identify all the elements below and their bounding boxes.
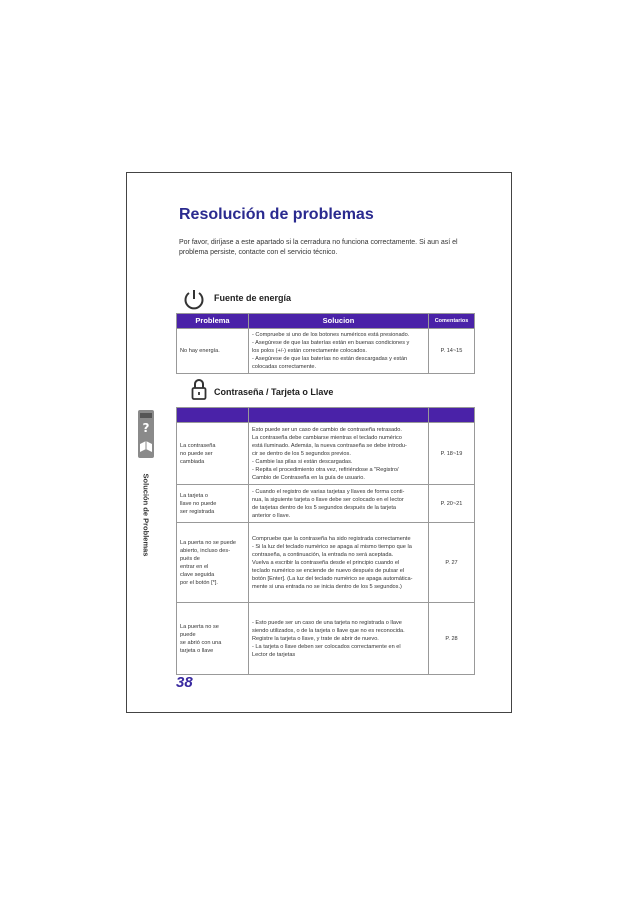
solution-line: botón [Enter]. (La luz del teclado numérico se apaga automática- — [252, 575, 413, 582]
solution-line: - Cuando el registro de varias tarjetas y llaves de forma conti- — [252, 488, 405, 495]
header-empty-problem — [177, 408, 249, 423]
svg-text:?: ? — [142, 421, 150, 435]
password-table — [176, 407, 475, 675]
header-problem: Problema — [177, 314, 249, 329]
solution-cell — [249, 423, 429, 485]
solution-line: Lector de tarjetas — [252, 651, 296, 658]
header-empty-solution — [249, 408, 429, 423]
page-ref-cell: P. 20~21 — [429, 485, 475, 523]
page-ref-cell: P. 14~15 — [429, 329, 475, 374]
table-row — [177, 523, 475, 603]
solution-line: siendo utilizados, o de la tarjeta o llave que no es reconocida. — [252, 627, 405, 634]
solution-cell — [249, 329, 429, 374]
solution-line: colocadas correctamente. — [252, 364, 317, 370]
page-number: 38 — [176, 674, 193, 691]
solution-line: teclado numérico se enciende de nuevo después de pulsar el — [252, 567, 405, 574]
table-row — [177, 423, 475, 485]
solution-line: Cambio de Contraseña en la guía de usuario. — [252, 474, 365, 481]
solution-cell — [249, 523, 429, 603]
padlock-icon — [191, 378, 207, 400]
table-header-row — [177, 314, 475, 329]
solution-line: anterior o llave. — [252, 512, 291, 519]
table-header-row — [177, 408, 475, 423]
solution-line: Compruebe que la contraseña ha sido registrada correctamente — [252, 535, 411, 542]
solution-line: Vuelva a escribir la contraseña desde el principio cuando el — [252, 559, 400, 566]
side-label-text: Solución de Problemas — [141, 473, 151, 557]
header-solution: Solucion — [249, 314, 429, 329]
page-ref-cell: P. 18~19 — [429, 423, 475, 485]
book-help-icon — [138, 410, 154, 458]
table-row — [177, 603, 475, 675]
power-section-title: Fuente de energía — [214, 293, 292, 303]
solution-line: La contraseña debe cambiarse mientras el teclado numérico — [252, 434, 402, 441]
solution-line: - Esto puede ser un caso de una tarjeta no registrada o llave — [252, 619, 402, 626]
solution-line: - Repita el procedimiento otra vez, refiriéndose a "Registro/ — [252, 466, 399, 473]
problem-cell: La tarjeta o llave no puede ser registrada — [177, 485, 249, 523]
solution-line: contraseña, a continuación, la entrada no será aceptada. — [252, 551, 394, 558]
solution-line: Esto puede ser un caso de cambio de contraseña retrasado. — [252, 426, 402, 433]
side-section-label — [138, 465, 154, 565]
solution-line: de tarjetas dentro de los 5 segundos después de la tarjeta — [252, 504, 396, 511]
solution-line: - Cambie las pilas si están descargadas. — [252, 458, 353, 465]
solution-line: - La tarjeta o llave deben ser colocados correctamente en el — [252, 643, 401, 650]
solution-cell — [249, 603, 429, 675]
header-comments: Comentarios — [429, 314, 475, 329]
power-icon — [183, 288, 205, 310]
page-ref-cell: P. 28 — [429, 603, 475, 675]
solution-line: cir se dentro de los 5 segundos previos. — [252, 450, 351, 457]
intro-text: Por favor, diríjase a este apartado si la cerradura no funciona correctamente. Si aun así el problema persiste, contacte con el servicio técnico. — [179, 239, 458, 256]
solution-cell — [249, 485, 429, 523]
table-row — [177, 485, 475, 523]
solution-line: - Asegúrese de que las baterías están en buenas condiciones y — [252, 340, 410, 346]
power-table — [176, 313, 475, 374]
table-row — [177, 329, 475, 374]
solution-line: Registre la tarjeta o llave, y trate de abrir de nuevo. — [252, 635, 379, 642]
solution-line: está iluminado. Además, la nueva contraseña se debe introdu- — [252, 442, 407, 449]
solution-line: - Si la luz del teclado numérico se apaga al mismo tiempo que la — [252, 543, 412, 550]
solution-line: - Asegúrese de que las baterías no están descargadas y están — [252, 356, 408, 362]
solution-line: los polos (+/-) están correctamente colocados. — [252, 348, 367, 354]
solution-line: mente si una entrada no se inicia dentro de los 5 segundos.) — [252, 583, 402, 590]
page-title: Resolución de problemas — [179, 206, 374, 223]
problem-cell: La puerta no se puede abierto, incluso des- pués de entrar en el clave seguida por el botón [*]. — [177, 523, 249, 603]
page-ref-cell: P. 27 — [429, 523, 475, 603]
header-empty-comments — [429, 408, 475, 423]
problem-cell: No hay energía. — [177, 329, 249, 374]
solution-line: - Compruebe si uno de los botones numéricos está presionado. — [252, 332, 410, 338]
solution-line: nua, la siguiente tarjeta o llave debe ser colocado en el lector — [252, 496, 404, 503]
problem-cell: La puerta no se puede se abrió con una tarjeta o llave — [177, 603, 249, 675]
problem-cell: La contraseña no puede ser cambiada — [177, 423, 249, 485]
password-section-title: Contraseña / Tarjeta o Llave — [214, 387, 334, 397]
